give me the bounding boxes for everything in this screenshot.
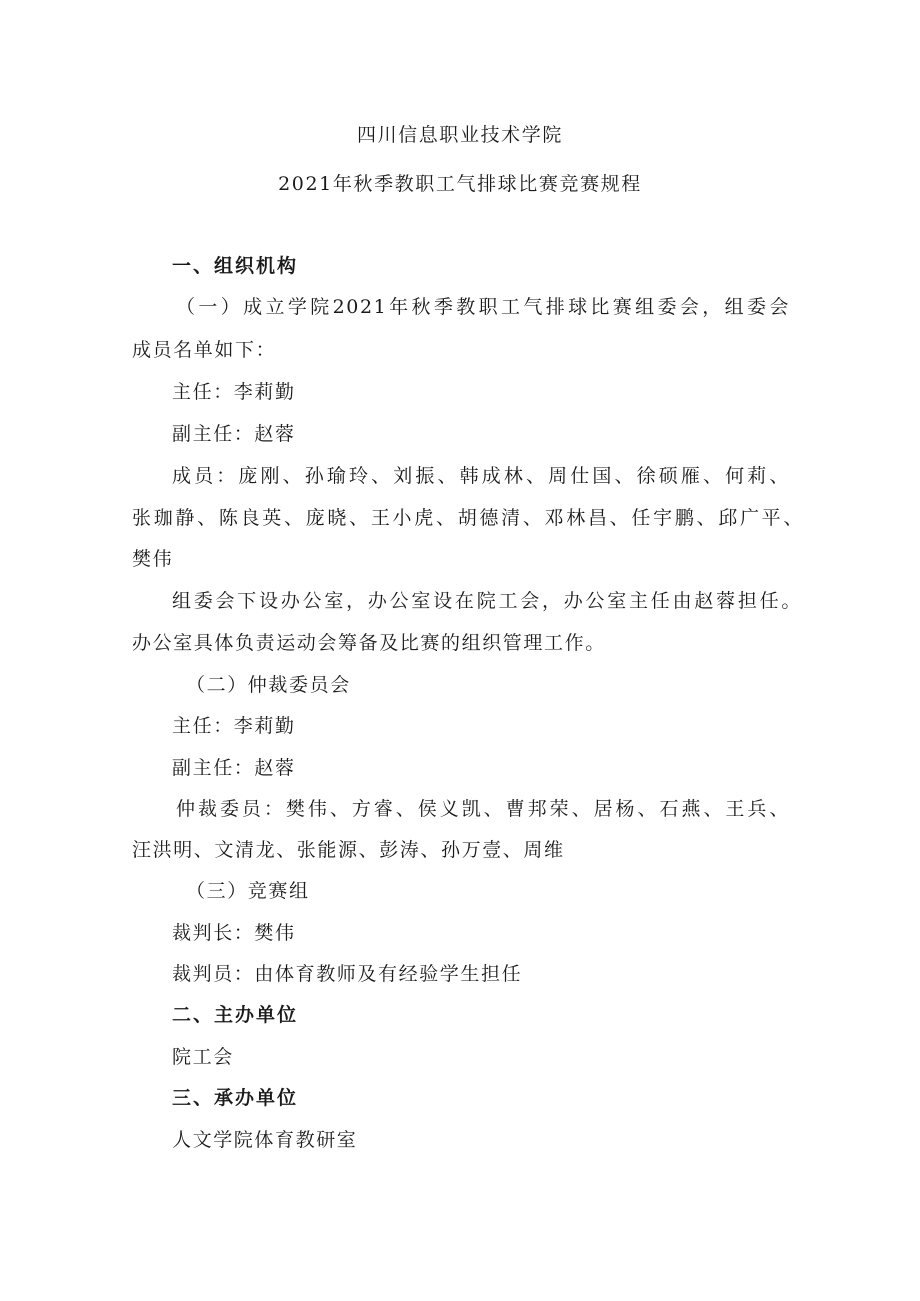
arbitration-members-line2: 汪洪明、文清龙、张能源、彭涛、孙万壹、周维 xyxy=(132,839,565,861)
committee-office-line1: 组委会下设办公室，办公室设在院工会，办公室主任由赵蓉担任。 xyxy=(172,590,802,612)
referees: 裁判员：由体育教师及有经验学生担任 xyxy=(172,963,523,985)
committee-deputy-director: 副主任：赵蓉 xyxy=(172,423,296,445)
section-heading-organizer: 三、承办单位 xyxy=(172,1087,299,1109)
committee-members-line1: 成员：庞刚、孙瑜玲、刘振、韩成林、周仕国、徐硕雁、何莉、 xyxy=(172,465,790,487)
organizing-committee-paragraph-line2: 成员名单如下： xyxy=(132,339,277,361)
arbitration-committee-heading: （二）仲裁委员会 xyxy=(186,674,351,696)
organizing-committee-paragraph-line1: （一）成立学院2021年秋季教职工气排球比赛组委会，组委会 xyxy=(176,296,790,318)
host-organization: 院工会 xyxy=(172,1046,234,1068)
section-heading-host: 二、主办单位 xyxy=(172,1004,299,1026)
organizer-unit: 人文学院体育教研室 xyxy=(172,1129,358,1151)
committee-members-line3: 樊伟 xyxy=(132,548,174,570)
section-heading-organization: 一、组织机构 xyxy=(172,255,299,277)
document-title-institution: 四川信息职业技术学院 xyxy=(356,124,563,146)
chief-referee: 裁判长：樊伟 xyxy=(172,922,296,944)
competition-group-heading: （三）竞赛组 xyxy=(186,880,310,902)
committee-office-line2: 办公室具体负责运动会筹备及比赛的组织管理工作。 xyxy=(132,632,606,654)
committee-members-line2: 张珈静、陈良英、庞晓、王小虎、胡德清、邓林昌、任宇鹏、邱广平、 xyxy=(132,507,804,529)
arbitration-deputy-director: 副主任：赵蓉 xyxy=(172,757,296,779)
arbitration-members-line1: 仲裁委员：樊伟、方睿、侯义凯、曹邦荣、居杨、石燕、王兵、 xyxy=(176,798,790,820)
arbitration-director: 主任：李莉勤 xyxy=(172,715,296,737)
document-title-regulation: 2021年秋季教职工气排球比赛竞赛规程 xyxy=(278,173,642,195)
committee-director: 主任：李莉勤 xyxy=(172,381,296,403)
